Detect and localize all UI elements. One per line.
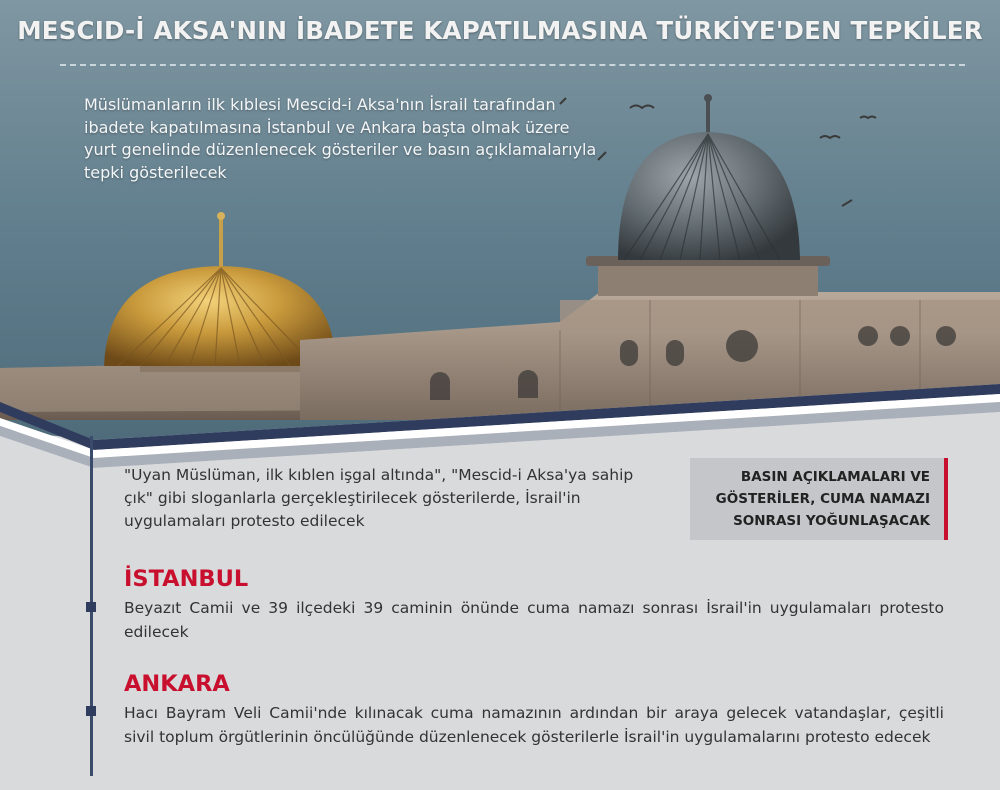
timeline-marker: [86, 602, 96, 612]
city-description-istanbul: Beyazıt Camii ve 39 ilçedeki 39 caminin önünde cuma namazı sonrası İsrail'in uygulamaları protesto edilecek: [124, 599, 944, 641]
city-heading-ankara: ANKARA: [124, 671, 230, 697]
city-heading-istanbul: İSTANBUL: [124, 566, 249, 592]
city-description-ankara: Hacı Bayram Veli Camii'nde kılınacak cuma namazının ardından bir araya gelecek vatandaşlar, çeşitli sivil toplum örgütlerinin öncülüğünde düzenlenecek gösterilerle İsrail'in uygulamalarını protesto edecek: [124, 704, 944, 746]
timeline-marker: [86, 706, 96, 716]
callout-line-3: SONRASI YOĞUNLAŞACAK: [733, 513, 930, 529]
callout-line-1: BASIN AÇIKLAMALARI VE: [740, 469, 930, 485]
slogans-quote: "Uyan Müslüman, ilk kıblen işgal altında", "Mescid-i Aksa'ya sahip çık" gibi sloganlarla gerçekleştirilecek gösterilerde, İsrail'in uygulamaları protesto edilecek: [124, 466, 634, 530]
callout-box: [690, 458, 948, 540]
intro-text: Müslümanların ilk kıblesi Mescid-i Aksa'nın İsrail tarafından ibadete kapatılmasına İstanbul ve Ankara başta olmak üzere yurt genelinde düzenlenecek gösteriler ve basın açıklamalarıyla tepki gösterilecek: [84, 95, 597, 182]
page-title: MESCID-İ AKSA'NIN İBADETE KAPATILMASINA TÜRKİYE'DEN TEPKİLER: [17, 16, 983, 45]
callout-line-2: GÖSTERİLER, CUMA NAMAZI: [715, 491, 930, 507]
